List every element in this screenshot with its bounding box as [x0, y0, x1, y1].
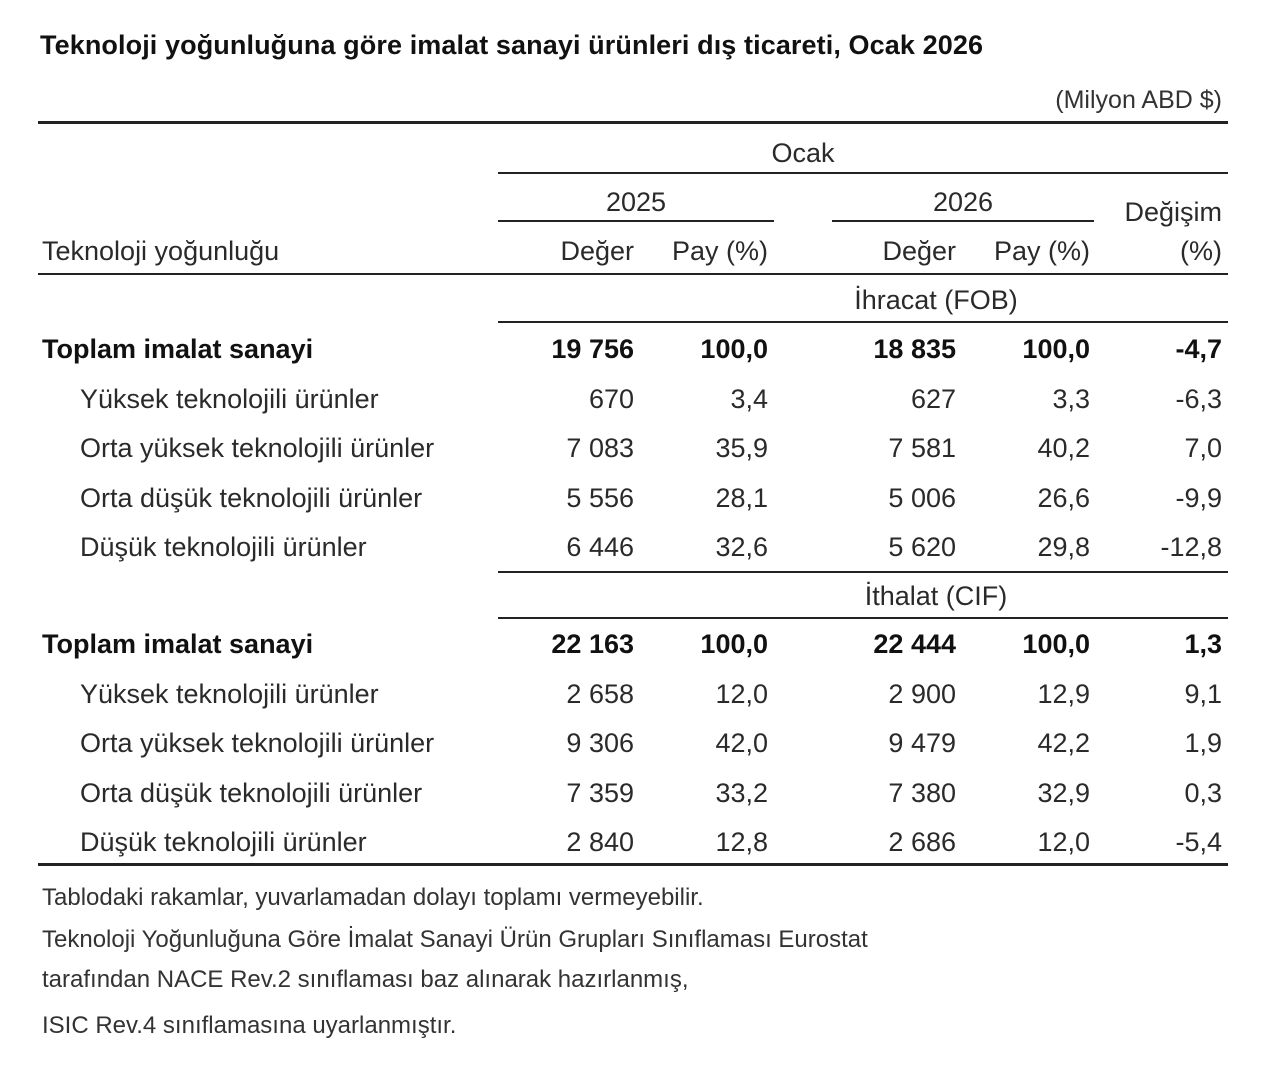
change-unit-header: (%) [1180, 236, 1222, 266]
share-2025: 33,2 [715, 777, 768, 808]
value-2026: 627 [910, 383, 956, 414]
value-2026: 2 686 [888, 827, 956, 857]
value-2026: 2 900 [888, 678, 956, 709]
value-2025: 22 163 [551, 629, 634, 659]
top-rule [38, 121, 1228, 124]
share-2025: 35,9 [715, 433, 768, 463]
share-2025: 42,0 [715, 728, 768, 758]
change: -6,3 [1175, 383, 1222, 414]
footnote-4: ISIC Rev.4 sınıflamasına uyarlanmıştır. [42, 1012, 457, 1039]
value-2026: 7 380 [888, 777, 956, 808]
change-header: Değişim [1124, 197, 1222, 227]
row-label: Yüksek teknolojili ürünler [80, 678, 379, 709]
change: 9,1 [1184, 678, 1222, 709]
share-2025: 12,0 [715, 678, 768, 709]
change: 1,3 [1184, 629, 1222, 659]
share-2026-header: Pay (%) [993, 236, 1090, 266]
import-section-top-rule [498, 571, 1228, 573]
value-2025-header: Değer [560, 236, 634, 266]
value-2025: 2 840 [566, 827, 634, 857]
share-2026: 12,0 [1037, 827, 1090, 857]
value-2025: 19 756 [551, 334, 634, 364]
header-bottom-rule [38, 273, 1228, 275]
value-2026: 9 479 [888, 728, 956, 758]
share-2025: 3,4 [730, 383, 768, 414]
footnote-1: Tablodaki rakamlar, yuvarlamadan dolayı toplamı vermeyebilir. [42, 884, 704, 911]
row-label: Düşük teknolojili ürünler [80, 827, 367, 857]
change: -4,7 [1175, 334, 1222, 364]
value-2025: 7 359 [566, 777, 634, 808]
import-section-rule [498, 617, 1228, 619]
share-2025: 100,0 [700, 629, 768, 659]
value-2026: 18 835 [873, 334, 956, 364]
import-section-title: İthalat (CIF) [864, 581, 1008, 611]
export-section-title: İhracat (FOB) [854, 285, 1018, 315]
row-label: Toplam imalat sanayi [42, 629, 314, 659]
footnote-3: tarafından NACE Rev.2 sınıflaması baz alınarak hazırlanmış, [42, 966, 689, 993]
row-label: Yüksek teknolojili ürünler [80, 383, 379, 414]
row-label: Düşük teknolojili ürünler [80, 532, 367, 562]
change: 0,3 [1184, 777, 1222, 808]
page-title: Teknoloji yoğunluğuna göre imalat sanayi ürünleri dış ticareti, Ocak 2026 [40, 30, 984, 60]
footnote-2: Teknoloji Yoğunluğuna Göre İmalat Sanayi Ürün Grupları Sınıflaması Eurostat [42, 926, 868, 953]
share-2025: 28,1 [715, 482, 768, 513]
export-section-rule [498, 321, 1228, 323]
share-2026: 42,2 [1037, 728, 1090, 758]
row-label: Orta yüksek teknolojili ürünler [80, 433, 435, 463]
change: -12,8 [1160, 532, 1222, 562]
year2-underline [832, 220, 1094, 222]
year1-underline [498, 220, 774, 222]
value-2026: 7 581 [888, 433, 956, 463]
period-underline [498, 172, 1228, 174]
bottom-rule [38, 863, 1228, 866]
value-2025: 670 [588, 383, 634, 414]
value-2026: 5 006 [888, 482, 956, 513]
share-2026: 3,3 [1052, 383, 1090, 414]
value-2026: 5 620 [888, 532, 956, 562]
year-2026-header: 2026 [932, 187, 994, 217]
row-label: Orta düşük teknolojili ürünler [80, 482, 423, 513]
share-2026: 29,8 [1037, 532, 1090, 562]
share-2026: 40,2 [1037, 433, 1090, 463]
value-2026-header: Değer [882, 236, 956, 266]
value-2025: 2 658 [566, 678, 634, 709]
unit-label: (Milyon ABD $) [1055, 86, 1222, 114]
change: -5,4 [1175, 827, 1222, 857]
share-2025-header: Pay (%) [671, 236, 768, 266]
share-2025: 100,0 [700, 334, 768, 364]
value-2026: 22 444 [873, 629, 956, 659]
share-2026: 100,0 [1022, 334, 1090, 364]
share-2026: 32,9 [1037, 777, 1090, 808]
period-header: Ocak [771, 138, 835, 168]
share-2026: 26,6 [1037, 482, 1090, 513]
share-2026: 100,0 [1022, 629, 1090, 659]
change: 7,0 [1184, 433, 1222, 463]
change: -9,9 [1175, 482, 1222, 513]
row-label: Toplam imalat sanayi [42, 334, 314, 364]
row-label-header: Teknoloji yoğunluğu [42, 236, 280, 266]
value-2025: 7 083 [566, 433, 634, 463]
share-2025: 12,8 [715, 827, 768, 857]
change: 1,9 [1184, 728, 1222, 758]
row-label: Orta yüksek teknolojili ürünler [80, 728, 435, 758]
row-label: Orta düşük teknolojili ürünler [80, 777, 423, 808]
value-2025: 6 446 [566, 532, 634, 562]
share-2025: 32,6 [715, 532, 768, 562]
value-2025: 5 556 [566, 482, 634, 513]
share-2026: 12,9 [1037, 678, 1090, 709]
value-2025: 9 306 [566, 728, 634, 758]
year-2025-header: 2025 [605, 187, 667, 217]
